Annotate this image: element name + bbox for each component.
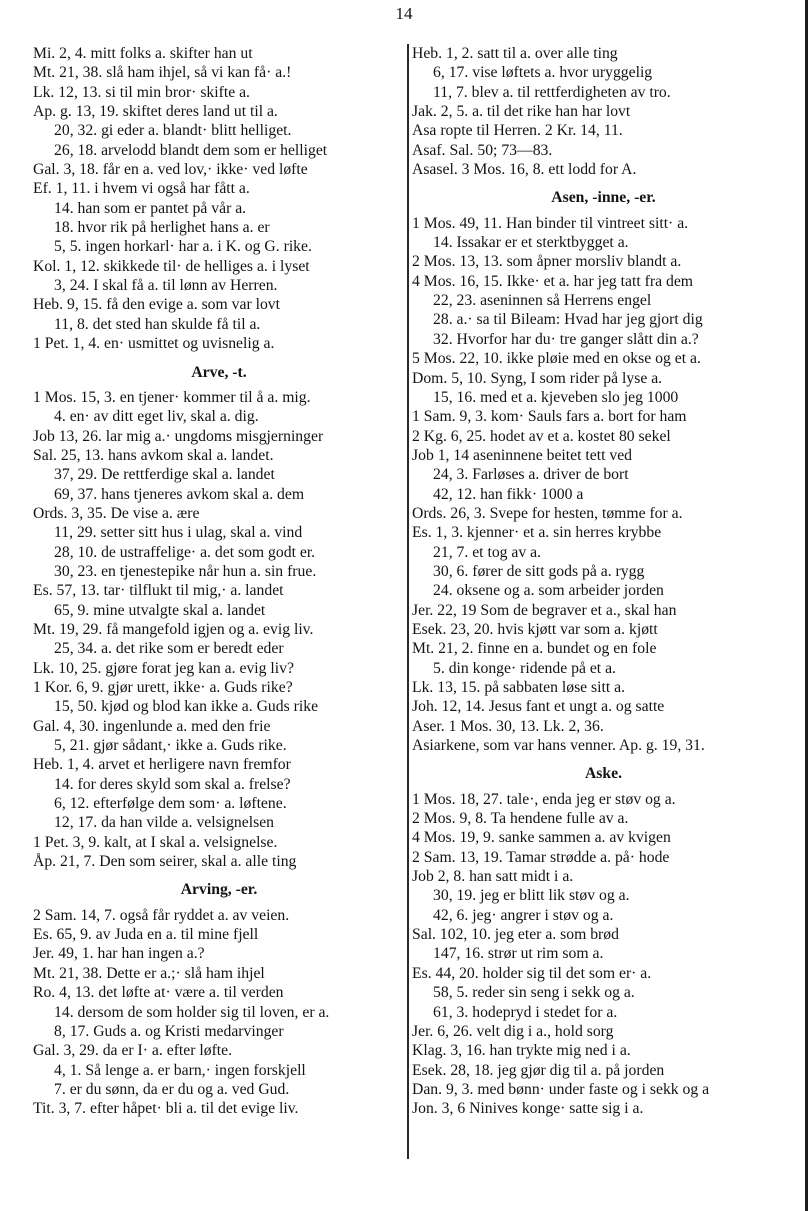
entry-line: Heb. 9, 15. få den evige a. som var lovt bbox=[33, 296, 281, 314]
entry-line: Dom. 5, 10. Syng, I som rider på lyse a. bbox=[412, 369, 663, 387]
entry-continuation: 5, 5. ingen horkarl· har a. i K. og G. rike. bbox=[54, 238, 312, 256]
entry-line: Joh. 12, 14. Jesus fant et ungt a. og satte bbox=[412, 698, 665, 716]
entry-line: 5 Mos. 22, 10. ikke pløie med en okse og et a. bbox=[412, 350, 701, 368]
entry-line: Lk. 12, 13. si til min bror· skifte a. bbox=[33, 83, 250, 101]
section-heading: Arve, -t. bbox=[191, 363, 247, 381]
entry-line: 4 Mos. 19, 9. sanke sammen a. av kvigen bbox=[412, 829, 671, 847]
entry-line: 2 Mos. 13, 13. som åpner morsliv blandt a. bbox=[412, 253, 682, 271]
entry-continuation: 65, 9. mine utvalgte skal a. landet bbox=[54, 601, 266, 619]
entry-line: 1 Mos. 15, 3. en tjener· kommer til å a. mig. bbox=[33, 388, 311, 406]
entry-line: 2 Kg. 6, 25. hodet av et a. kostet 80 sekel bbox=[412, 427, 671, 445]
entry-continuation: 61, 3. hodepryd i stedet for a. bbox=[433, 1003, 618, 1021]
entry-continuation: 15, 50. kjød og blod kan ikke a. Guds rike bbox=[54, 698, 319, 716]
entry-continuation: 11, 8. det sted han skulde få til a. bbox=[54, 315, 261, 333]
entry-line: Es. 44, 20. holder sig til det som er· a. bbox=[412, 964, 652, 982]
entry-line: Tit. 3, 7. efter håpet· bli a. til det evige liv. bbox=[33, 1100, 299, 1118]
entry-line: Mt. 19, 29. få mangefold igjen og a. evig liv. bbox=[33, 620, 314, 638]
entry-line: Mt. 21, 2. finne en a. bundet og en fole bbox=[412, 640, 657, 658]
page-number: 14 bbox=[395, 4, 413, 23]
entry-continuation: 11, 7. blev a. til rettferdigheten av tro. bbox=[433, 83, 671, 101]
entry-continuation: 20, 32. gi eder a. blandt· blitt helliget. bbox=[54, 122, 292, 140]
entry-continuation: 26, 18. arvelodd blandt dem som er helliget bbox=[54, 141, 328, 159]
entry-line: Jer. 22, 19 Som de begraver et a., skal han bbox=[412, 601, 677, 619]
entry-line: Gal. 3, 29. da er I· a. efter løfte. bbox=[33, 1042, 233, 1060]
entry-continuation: 32. Hvorfor har du· tre ganger slått din a.? bbox=[433, 330, 699, 348]
entry-line: 2 Sam. 14, 7. også får ryddet a. av veien. bbox=[33, 906, 290, 924]
entry-continuation: 30, 23. en tjenestepike når hun a. sin frue. bbox=[54, 562, 317, 580]
entry-line: 2 Sam. 13, 19. Tamar strødde a. på· hode bbox=[412, 848, 670, 866]
entry-line: Es. 65, 9. av Juda en a. til mine fjell bbox=[33, 926, 259, 944]
entry-continuation: 14. Issakar er et sterktbygget a. bbox=[433, 234, 629, 252]
entry-line: Klag. 3, 16. han trykte mig ned i a. bbox=[412, 1042, 631, 1060]
entry-line: Esek. 23, 20. hvis kjøtt var som a. kjøtt bbox=[412, 620, 658, 638]
entry-continuation: 42, 12. han fikk· 1000 a bbox=[433, 485, 584, 503]
entry-line: 1 Mos. 49, 11. Han binder til vintreet sitt· a. bbox=[412, 214, 689, 232]
entry-line: Job 13, 26. lar mig a.· ungdoms misgjerninger bbox=[33, 427, 324, 445]
entry-line: 1 Kor. 6, 9. gjør urett, ikke· a. Guds rike? bbox=[33, 679, 293, 696]
entry-continuation: 4, 1. Så lenge a. er barn,· ingen forskjell bbox=[54, 1061, 306, 1079]
entry-line: Ap. g. 13, 19. skiftet deres land ut til a. bbox=[33, 103, 278, 121]
entry-line: Job 2, 8. han satt midt i a. bbox=[412, 868, 574, 886]
entry-continuation: 14. dersom de som holder sig til loven, er a. bbox=[54, 1003, 330, 1021]
entry-line: Asa ropte til Herren. 2 Kr. 14, 11. bbox=[412, 122, 623, 140]
entry-line: Esek. 28, 18. jeg gjør dig til a. på jorden bbox=[412, 1061, 665, 1079]
entry-line: 1 Sam. 9, 3. kom· Sauls fars a. bort for ham bbox=[412, 408, 687, 426]
entry-line: 2 Mos. 9, 8. Ta hendene fulle av a. bbox=[412, 810, 629, 828]
entry-line: Sal. 25, 13. hans avkom skal a. landet. bbox=[33, 446, 274, 464]
entry-continuation: 25, 34. a. det rike som er beredt eder bbox=[54, 640, 284, 658]
entry-line: Gal. 4, 30. ingenlunde a. med den frie bbox=[33, 717, 271, 735]
column-divider bbox=[407, 44, 409, 1159]
entry-line: Heb. 1, 4. arvet et herligere navn fremfor bbox=[33, 756, 291, 774]
section-heading: Arving, -er. bbox=[180, 881, 258, 899]
section-heading: Asen, -inne, -er. bbox=[551, 189, 656, 207]
entry-continuation: 24, 3. Farløses a. driver de bort bbox=[433, 466, 629, 484]
entry-line: Jer. 49, 1. har han ingen a.? bbox=[33, 945, 205, 963]
entry-line: Mt. 21, 38. slå ham ihjel, så vi kan få· a.! bbox=[33, 64, 292, 82]
entry-continuation: 21, 7. et tog av a. bbox=[433, 543, 542, 561]
entry-continuation: 4. en· av ditt eget liv, skal a. dig. bbox=[54, 408, 259, 426]
entry-continuation: 6, 17. vise løftets a. hvor uryggelig bbox=[433, 64, 653, 82]
entry-line: Lk. 10, 25. gjøre forat jeg kan a. evig liv? bbox=[33, 659, 294, 677]
entry-continuation: 7. er du sønn, da er du og a. ved Gud. bbox=[54, 1080, 290, 1098]
entry-line: Asasel. 3 Mos. 16, 8. ett lodd for A. bbox=[412, 161, 637, 179]
entry-continuation: 28. a.· sa til Bileam: Hvad har jeg gjort dig bbox=[433, 311, 703, 329]
entry-line: 4 Mos. 16, 15. Ikke· et a. har jeg tatt fra dem bbox=[412, 272, 693, 290]
entry-continuation: 28, 10. de ustraffelige· a. det som godt er. bbox=[54, 543, 316, 561]
entry-line: Asiarkene, som var hans venner. Ap. g. 19, 31. bbox=[412, 737, 705, 755]
entry-continuation: 30, 19. jeg er blitt lik støv og a. bbox=[433, 887, 630, 905]
entry-continuation: 69, 37. hans tjeneres avkom skal a. dem bbox=[54, 485, 305, 503]
entry-continuation: 6, 12. efterfølge dem som· a. løftene. bbox=[54, 795, 287, 813]
entry-line: Jon. 3, 6 Ninives konge· satte sig i a. bbox=[412, 1100, 644, 1118]
left-column bbox=[33, 44, 405, 1119]
entry-line: Heb. 1, 2. satt til a. over alle ting bbox=[412, 45, 618, 62]
entry-line: 1 Mos. 18, 27. tale·, enda jeg er støv og a. bbox=[412, 790, 676, 808]
entry-continuation: 37, 29. De rettferdige skal a. landet bbox=[54, 466, 275, 484]
entry-line: Es. 1, 3. kjenner· et a. sin herres krybbe bbox=[412, 524, 662, 542]
entry-continuation: 12, 17. da han vilde a. velsignelsen bbox=[54, 814, 275, 832]
entry-line: Kol. 1, 12. skikkede til· de helliges a. i lyset bbox=[33, 257, 310, 275]
entry-continuation: 8, 17. Guds a. og Kristi medarvinger bbox=[54, 1022, 284, 1040]
entry-continuation: 11, 29. setter sitt hus i ulag, skal a. vind bbox=[54, 524, 303, 542]
entry-line: Ef. 1, 11. i hvem vi også har fått a. bbox=[33, 180, 250, 198]
entry-line: Ords. 26, 3. Svepe for hesten, tømme for a. bbox=[412, 504, 683, 522]
entry-line: Ro. 4, 13. det løfte at· være a. til verden bbox=[33, 984, 284, 1002]
entry-continuation: 30, 6. fører de sitt gods på a. rygg bbox=[433, 562, 645, 580]
entry-line: Jak. 2, 5. a. til det rike han har lovt bbox=[412, 103, 631, 121]
entry-line: Jer. 6, 26. velt dig i a., hold sorg bbox=[412, 1022, 614, 1040]
entry-line: Gal. 3, 18. får en a. ved lov,· ikke· ved løfte bbox=[33, 161, 308, 179]
entry-line: 1 Pet. 3, 9. kalt, at I skal a. velsignelse. bbox=[33, 833, 278, 851]
entry-continuation: 14. han som er pantet på vår a. bbox=[54, 199, 247, 217]
entry-line: Asaf. Sal. 50; 73—83. bbox=[412, 141, 553, 159]
entry-line: Dan. 9, 3. med bønn· under faste og i sekk og a bbox=[412, 1080, 710, 1098]
entry-line: Job 1, 14 aseninnene beitet tett ved bbox=[412, 446, 633, 464]
entry-continuation: 3, 24. I skal få a. til lønn av Herren. bbox=[54, 277, 278, 295]
entry-continuation: 22, 23. aseninnen så Herrens engel bbox=[433, 292, 652, 310]
right-column bbox=[412, 44, 795, 1119]
entry-continuation: 58, 5. reder sin seng i sekk og a. bbox=[433, 984, 635, 1002]
entry-line: Ords. 3, 35. De vise a. ære bbox=[33, 504, 200, 522]
section-heading: Aske. bbox=[584, 765, 623, 783]
entry-continuation: 14. for deres skyld som skal a. frelse? bbox=[54, 775, 291, 793]
entry-line: Mi. 2, 4. mitt folks a. skifter han ut bbox=[33, 45, 253, 62]
entry-continuation: 15, 16. med et a. kjeveben slo jeg 1000 bbox=[433, 388, 679, 406]
entry-line: Mt. 21, 38. Dette er a.;· slå ham ihjel bbox=[33, 964, 265, 982]
entry-line: Sal. 102, 10. jeg eter a. som brød bbox=[412, 926, 619, 944]
entry-continuation: 42, 6. jeg· angrer i støv og a. bbox=[433, 906, 614, 924]
entry-continuation: 18. hvor rik på herlighet hans a. er bbox=[54, 219, 270, 237]
entry-line: Åp. 21, 7. Den som seirer, skal a. alle ting bbox=[33, 853, 297, 871]
entry-continuation: 24. oksene og a. som arbeider jorden bbox=[433, 582, 664, 600]
entry-continuation: 5. din konge· ridende på et a. bbox=[433, 659, 616, 677]
entry-continuation: 147, 16. strør ut rim som a. bbox=[433, 945, 604, 963]
entry-line: Lk. 13, 15. på sabbaten løse sitt a. bbox=[412, 679, 626, 696]
entry-continuation: 5, 21. gjør sådant,· ikke a. Guds rike. bbox=[54, 737, 287, 755]
entry-line: Es. 57, 13. tar· tilflukt til mig,· a. landet bbox=[33, 582, 284, 600]
entry-line: 1 Pet. 1, 4. en· usmittet og uvisnelig a. bbox=[33, 335, 275, 353]
entry-line: Aser. 1 Mos. 30, 13. Lk. 2, 36. bbox=[412, 717, 604, 735]
